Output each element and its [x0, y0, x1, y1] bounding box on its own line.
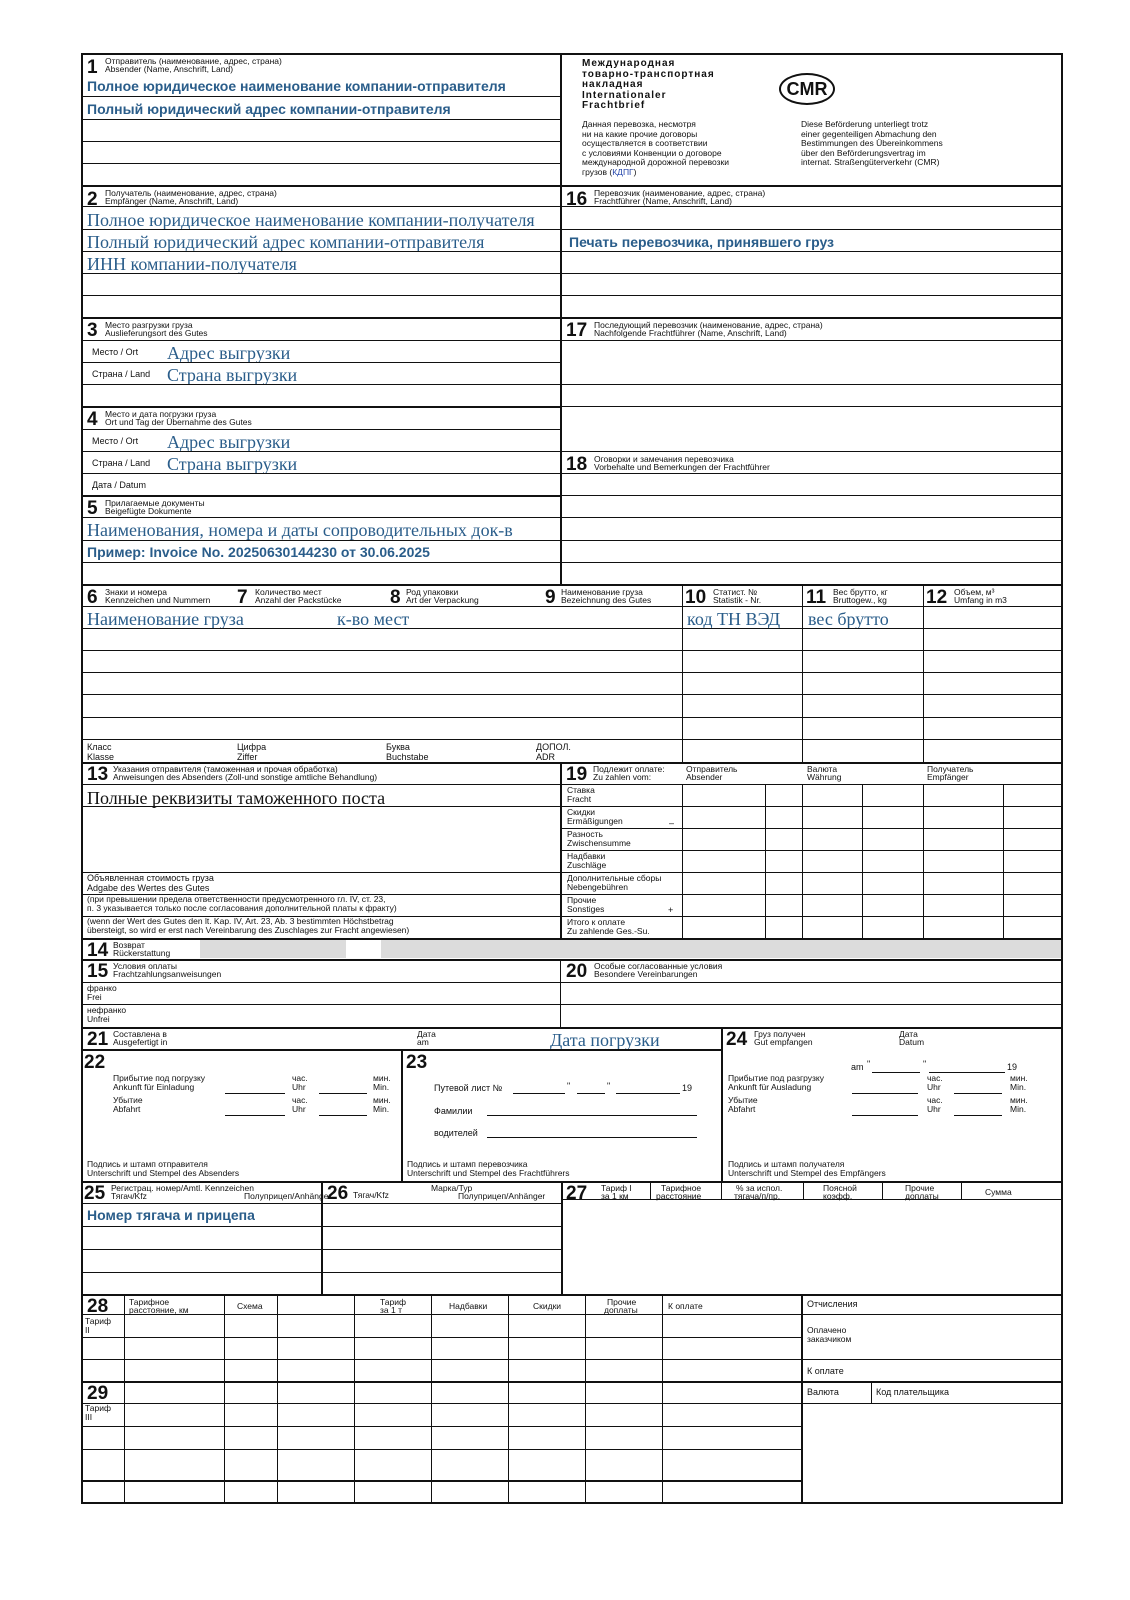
liability-note-ru: (при превышении предела ответственности предусмотренного гл. IV, ст. 23, п. 3 указывается только после согласования дополнительной платы к фракту)	[87, 894, 397, 913]
divider	[801, 1314, 1063, 1315]
header-text-ru: Данная перевозка, несмотря ни на какие прочие договоры осуществляется в соответствии с условиями Конвенции о договоре международной дорожной перевозки грузов (КДПГ)	[582, 119, 730, 177]
unload-place-label: Место / Ort	[92, 347, 139, 357]
box-19-label-ru: Подлежит оплате:	[593, 764, 665, 774]
box-21-date-ru: Дата	[417, 1029, 436, 1039]
consignee-name-field[interactable]: Полное юридическое наименование компании-получателя	[87, 210, 535, 230]
divider	[81, 1004, 1063, 1005]
divider	[81, 473, 560, 474]
divider	[585, 1294, 586, 1504]
divider	[560, 384, 1063, 385]
box-13-label-ru: Указания отправителя (таможенная и прочая обработка)	[113, 764, 338, 774]
box-4-label-ru: Место и дата погрузки груза	[105, 409, 217, 419]
tariff-ii-label: Тариф II	[85, 1316, 112, 1335]
divider	[560, 784, 1063, 785]
col-pack-ru: Род упаковки	[406, 587, 459, 597]
divider	[561, 1199, 1063, 1200]
divider	[81, 562, 1063, 563]
col-volume-de: Umfang in m3	[954, 595, 1007, 605]
box-1-label-ru: Отправитель (наименование, адрес, страна)	[105, 56, 282, 66]
divider	[721, 1027, 723, 1181]
box-25-number: 25	[84, 1183, 106, 1204]
box-22-number: 22	[84, 1052, 106, 1073]
goods-weight-field[interactable]: вес брутто	[808, 609, 889, 629]
box-20-number: 20	[566, 961, 588, 982]
divider	[81, 406, 560, 408]
adr-class-label: Класс Klasse	[87, 742, 115, 762]
load-arrival-hours[interactable]	[225, 1093, 285, 1094]
divider	[224, 1294, 225, 1504]
waybill-number-line[interactable]	[513, 1093, 565, 1094]
box-27-col-1-de: за 1 км	[601, 1191, 629, 1201]
box-17-number: 17	[566, 320, 588, 341]
box-24-year: 19	[1007, 1062, 1018, 1072]
box-26-brand: Марка/Тур	[431, 1183, 473, 1193]
divider	[81, 185, 1063, 187]
box-15-label-de: Frachtzahlungsanweisungen	[113, 969, 222, 979]
divider	[81, 141, 560, 142]
divider	[81, 251, 1063, 252]
box-21-date-de: am	[417, 1037, 429, 1047]
divider	[560, 850, 1063, 851]
payer-consignee-ru: Получатель	[927, 764, 974, 774]
consignee-address-field[interactable]: Полный юридический адрес компании-отправителя	[87, 232, 485, 252]
col-pack-de: Art der Verpackung	[406, 595, 479, 605]
box-24-label-ru: Груз получен	[754, 1029, 806, 1039]
other-label: Прочие Sonstiges	[567, 895, 605, 914]
divider	[81, 362, 560, 363]
divider	[81, 584, 1063, 586]
payer-consignee-de: Empfänger	[927, 772, 969, 782]
box-19-label-de: Zu zahlen vom:	[593, 772, 652, 782]
divider	[81, 1449, 801, 1450]
box-1-number: 1	[87, 57, 98, 78]
box-24-number: 24	[726, 1029, 748, 1050]
box-3-label-ru: Место разгрузки груза	[105, 320, 193, 330]
customs-field[interactable]: Полные реквизиты таможенного поста	[87, 788, 386, 808]
divider	[81, 495, 560, 497]
divider	[721, 1181, 722, 1199]
goods-name-field[interactable]: Наименование груза	[87, 609, 244, 629]
receipt-day-line[interactable]	[872, 1072, 920, 1073]
divider	[801, 1359, 1063, 1360]
divider	[81, 1226, 561, 1227]
box-16-number: 16	[566, 189, 588, 210]
box-2-label-ru: Получатель (наименование, адрес, страна)	[105, 188, 277, 198]
unpaid-label: нефранко Unfrei	[87, 1005, 127, 1024]
box-27-col-4-de: коэфф.	[823, 1191, 853, 1201]
box-27-col-2-de: расстояние	[656, 1191, 702, 1201]
divider	[81, 1337, 801, 1338]
divider	[81, 1249, 561, 1250]
unload-departure-hours-label: час. Uhr	[927, 1095, 943, 1114]
unload-arrival-hours-label: час. Uhr	[927, 1073, 943, 1092]
divider	[81, 1294, 1063, 1296]
box-19-number: 19	[566, 764, 588, 785]
divider	[81, 1403, 801, 1404]
box-5-label-de: Beigefügte Dokumente	[105, 506, 192, 516]
col-qty-de: Anzahl der Packstücke	[255, 595, 342, 605]
goods-code-field[interactable]: код ТН ВЭД	[687, 609, 781, 629]
box-21-label-de: Ausgefertigt in	[113, 1037, 168, 1047]
divider	[81, 806, 560, 807]
box-25-trailer: Полуприцеп/Anhänger	[244, 1191, 332, 1201]
unload-departure-hours[interactable]	[852, 1115, 918, 1116]
divider	[81, 119, 560, 120]
box-18-number: 18	[566, 454, 588, 475]
load-country-label: Страна / Land	[92, 458, 151, 468]
divider	[560, 806, 1063, 807]
box-26-label: Тягач/Kfz	[353, 1190, 389, 1200]
box-27-number: 27	[566, 1183, 588, 1204]
divider	[81, 1480, 801, 1482]
box-28-col-6-ru: Прочие	[607, 1297, 637, 1307]
currency-de: Währung	[807, 772, 842, 782]
load-departure-minutes[interactable]	[319, 1115, 367, 1116]
doc-title: Международная товарно-транспортная накладная Internationaler Frachtbrief	[582, 58, 715, 111]
box-27-col-1-ru: Тариф I	[601, 1183, 632, 1193]
box-18-label-ru: Оговорки и замечания перевозчика	[594, 454, 734, 464]
unload-arrival-label: Прибытие под разгрузку Ankunft für Ausladung	[728, 1073, 824, 1092]
box-9-number: 9	[545, 587, 556, 608]
divider	[431, 1294, 432, 1504]
divider	[560, 495, 1063, 496]
divider	[961, 1181, 962, 1199]
divider	[81, 694, 1063, 695]
cmr-logo: CMR	[779, 73, 835, 105]
subtotal-label: Разность Zwischensumme	[567, 829, 631, 848]
deductions-label: Отчисления	[807, 1299, 858, 1309]
box-27-col-3-ru: % за испол.	[736, 1183, 783, 1193]
box-3-number: 3	[87, 320, 98, 341]
load-country-field[interactable]: Страна выгрузки	[167, 454, 298, 474]
quote-mark: "	[867, 1059, 871, 1069]
carrier-signature-label: Подпись и штамп перевозчика Unterschrift und Stempel des Frachtführers	[407, 1159, 570, 1178]
load-departure-label: Убытие Abfahrt	[113, 1095, 143, 1114]
box-25-label-ru: Регистрац. номер/Amtl. Kennzeichen	[111, 1183, 255, 1193]
load-date-field[interactable]: Дата погрузки	[550, 1030, 660, 1050]
refund-field-2[interactable]	[381, 940, 1061, 958]
box-26-number: 26	[327, 1183, 349, 1204]
col-stat-ru: Статист. №	[713, 587, 758, 597]
divider	[81, 163, 560, 164]
surnames-label: Фамилии	[434, 1106, 473, 1116]
carrier-stamp-field[interactable]: Печать перевозчика, принявшего груз	[569, 234, 835, 250]
waybill-year: 19	[682, 1083, 693, 1093]
box-8-number: 8	[390, 587, 401, 608]
drivers-line[interactable]	[487, 1137, 697, 1138]
col-volume-ru: Объем, м³	[954, 587, 995, 597]
divider	[81, 1359, 801, 1360]
divider	[801, 1294, 803, 1504]
documents-field[interactable]: Наименования, номера и даты сопроводительных док-в	[87, 520, 513, 540]
currency-ru: Валюта	[807, 764, 838, 774]
unload-departure-label: Убытие Abfahrt	[728, 1095, 758, 1114]
divider	[81, 273, 1063, 274]
waybill-day-line[interactable]	[577, 1093, 605, 1094]
divider	[560, 473, 1063, 474]
col-desc-de: Bezeichnung des Gutes	[561, 595, 652, 605]
documents-example-field[interactable]: Пример: Invoice No. 20250630144230 от 30.06.2025	[87, 544, 430, 560]
divider	[882, 1181, 883, 1199]
unload-departure-minutes[interactable]	[954, 1115, 1002, 1116]
divider	[81, 717, 1063, 718]
box-4-label-de: Ort und Tag der Übernahme des Gutes	[105, 417, 252, 427]
load-departure-minutes-label: мин. Min.	[373, 1095, 391, 1114]
other-sign: +	[668, 905, 674, 915]
box-20-label-ru: Особые согласованные условия	[594, 961, 723, 971]
box-27-col-5-ru: Прочие	[905, 1183, 935, 1193]
quote-mark: "	[567, 1081, 571, 1091]
box-25-label-de: Тягач/Kfz	[111, 1191, 147, 1201]
divider	[81, 650, 1063, 651]
divider	[923, 584, 924, 762]
load-arrival-minutes-label: мин. Min.	[373, 1073, 391, 1092]
box-18-label-de: Vorbehalte und Bemerkungen der Frachtführer	[594, 462, 770, 472]
divider	[81, 429, 560, 430]
payer-sender-de: Absender	[686, 772, 723, 782]
box-2-number: 2	[87, 189, 98, 210]
divider	[81, 628, 1063, 629]
divider	[401, 1049, 403, 1181]
extra-fees-label: Дополнительные сборы Nebengebühren	[567, 873, 662, 892]
col-marks-ru: Знаки и номера	[105, 587, 167, 597]
payer-code-label: Код плательщика	[876, 1387, 949, 1397]
box-3-label-de: Auslieferungsort des Gutes	[105, 328, 208, 338]
box-14-label-de: Rückerstattung	[113, 948, 171, 958]
divider	[803, 1181, 804, 1199]
box-27-col-4-ru: Поясной	[823, 1183, 857, 1193]
box-28-col-1-de: расстояние, км	[129, 1305, 189, 1315]
box-7-number: 7	[237, 587, 248, 608]
box-28-col-3-de: за 1 т	[380, 1305, 402, 1315]
divider	[682, 584, 683, 762]
load-place-label: Место / Ort	[92, 436, 139, 446]
unload-arrival-hours[interactable]	[852, 1093, 918, 1094]
box-17-label-de: Nachfolgende Frachtführer (Name, Anschrift, Land)	[594, 328, 787, 338]
divider	[81, 229, 1063, 230]
box-28-col-2: Схема	[237, 1301, 263, 1311]
box-14-number: 14	[87, 940, 109, 961]
box-28-col-5: Скидки	[533, 1301, 562, 1311]
box-5-label-ru: Прилагаемые документы	[105, 498, 205, 508]
unload-country-field[interactable]: Страна выгрузки	[167, 365, 298, 385]
box-13-number: 13	[87, 764, 109, 785]
goods-qty-field[interactable]: к-во мест	[337, 609, 410, 629]
load-departure-hours[interactable]	[225, 1115, 285, 1116]
divider	[81, 672, 1063, 673]
divider	[560, 406, 1063, 407]
divider	[81, 96, 560, 97]
box-14-label-ru: Возврат	[113, 940, 145, 950]
box-28-col-4: Надбавки	[449, 1301, 488, 1311]
divider	[1003, 784, 1004, 938]
col-weight-ru: Вес брутто, кг	[833, 587, 888, 597]
discount-label: Скидки Ermäßigungen	[567, 807, 623, 826]
adr-extra-label: ДОПОЛ. ADR	[536, 742, 571, 762]
box-10-number: 10	[685, 587, 707, 608]
divider	[81, 982, 1063, 983]
box-28-col-7: К оплате	[668, 1301, 703, 1311]
divider	[81, 1272, 561, 1273]
divider	[81, 517, 1063, 518]
sender-address-field[interactable]: Полный юридический адрес компании-отправителя	[87, 101, 451, 117]
box-28-col-1-ru: Тарифное	[129, 1297, 170, 1307]
box-26-trailer: Полуприцеп/Anhänger	[458, 1191, 546, 1201]
surcharge-label: Надбавки Zuschläge	[567, 851, 607, 870]
divider	[81, 784, 560, 785]
divider	[81, 1426, 801, 1427]
quote-mark: "	[607, 1081, 611, 1091]
divider	[801, 1403, 1063, 1404]
box-21-label-ru: Составлена в	[113, 1029, 167, 1039]
box-16-label-ru: Перевозчик (наименование, адрес, страна)	[594, 188, 766, 198]
box-27-col-2-ru: Тарифное	[661, 1183, 702, 1193]
box-5-number: 5	[87, 498, 98, 519]
unload-country-label: Страна / Land	[92, 369, 151, 379]
box-24-label-de: Gut empfangen	[754, 1037, 813, 1047]
rate-label: Ставка Fracht	[567, 785, 595, 804]
load-arrival-minutes[interactable]	[319, 1093, 367, 1094]
divider	[662, 1294, 663, 1504]
waybill-label: Путевой лист №	[434, 1083, 503, 1093]
divider	[81, 317, 1063, 319]
consignee-signature-label: Подпись и штамп получателя Unterschrift und Stempel des Empfängers	[728, 1159, 886, 1178]
box-12-number: 12	[926, 587, 948, 608]
divider	[508, 1294, 509, 1504]
box-27-col-6: Сумма	[985, 1187, 1012, 1197]
box-24-date-de: Datum	[899, 1037, 925, 1047]
divider	[81, 384, 560, 385]
load-departure-hours-label: час. Uhr	[292, 1095, 308, 1114]
divider	[560, 916, 1063, 917]
divider	[81, 606, 1063, 607]
divider	[765, 784, 766, 938]
box-24-date-ru: Дата	[899, 1029, 918, 1039]
box-27-col-5-de: доплаты	[905, 1191, 939, 1201]
total-label: Итого к оплате Zu zahlende Ges.-Su.	[567, 917, 650, 936]
drivers-label: водителей	[434, 1128, 478, 1138]
divider	[923, 784, 924, 938]
discount-sign: –	[669, 818, 675, 828]
box-29-number: 29	[87, 1383, 109, 1404]
payer-sender-ru: Отправитель	[686, 764, 738, 774]
cmr-form	[81, 53, 1063, 1504]
divider	[124, 1294, 125, 1504]
liability-note-de: (wenn der Wert des Gutes den lt. Kap. IV, Art. 23, Ab. 3 bestimmten Höchstbetrag übersteigt, so wird er erst nach Vereinbarung des Zuschlages zur Fracht angewiesen)	[87, 916, 410, 935]
divider	[81, 739, 1063, 740]
divider	[81, 1203, 561, 1204]
box-2-label-de: Empfänger (Name, Anschrift, Land)	[105, 196, 239, 206]
box-15-label-ru: Условия оплаты	[113, 961, 177, 971]
divider	[277, 1294, 278, 1504]
surnames-line[interactable]	[487, 1115, 697, 1116]
sender-signature-label: Подпись и штамп отправителя Unterschrift und Stempel des Absenders	[87, 1159, 240, 1178]
box-13-label-de: Anweisungen des Absenders (Zoll-und sonstige amtliche Behandlung)	[113, 772, 378, 782]
adr-figure-label: Цифра Ziffer	[237, 742, 267, 762]
unload-departure-minutes-label: мин. Min.	[1010, 1095, 1028, 1114]
divider	[560, 828, 1063, 829]
divider	[81, 451, 1063, 452]
divider	[560, 894, 1063, 895]
load-date-label: Дата / Datum	[92, 480, 146, 490]
header-text-de: Diese Beförderung unterliegt trotz einer gegenteiligen Abmachung den Bestimmungen des Übereinkommens über den Beförderungsvertrag im internat. Straßengüterverkehr (CMR)	[801, 119, 943, 168]
col-desc-ru: Наименование груза	[561, 587, 643, 597]
box-23-number: 23	[406, 1052, 428, 1073]
waybill-month-line[interactable]	[616, 1093, 680, 1094]
box-6-number: 6	[87, 587, 98, 608]
divider	[81, 1381, 801, 1383]
divider	[802, 584, 803, 762]
unload-arrival-minutes[interactable]	[954, 1093, 1002, 1094]
col-weight-de: Bruttogew., kg	[833, 595, 887, 605]
consignee-inn-field[interactable]: ИНН компании-получателя	[87, 254, 297, 274]
divider	[801, 1381, 1063, 1383]
box-16-label-de: Frachtführer (Name, Anschrift, Land)	[594, 196, 732, 206]
divider	[802, 784, 803, 938]
box-15-number: 15	[87, 961, 109, 982]
prepaid-label: франко Frei	[87, 983, 117, 1002]
box-20-label-de: Besondere Vereinbarungen	[594, 969, 698, 979]
quote-mark: "	[923, 1059, 927, 1069]
unload-arrival-minutes-label: мин. Min.	[1010, 1073, 1028, 1092]
box-4-number: 4	[87, 409, 98, 430]
load-arrival-hours-label: час. Uhr	[292, 1073, 308, 1092]
divider	[682, 784, 683, 938]
paid-by-customer-label: Оплачено заказчиком	[807, 1325, 852, 1344]
col-stat-de: Statistik - Nr.	[713, 595, 762, 605]
box-28-col-3-ru: Тариф	[380, 1297, 407, 1307]
currency-label: Валюта	[807, 1387, 839, 1397]
amount-due-label: К оплате	[807, 1366, 844, 1376]
adr-letter-label: Буква Buchstabe	[386, 742, 429, 762]
col-qty-ru: Количество мест	[255, 587, 322, 597]
box-28-number: 28	[87, 1296, 109, 1317]
refund-field[interactable]	[200, 940, 346, 958]
divider	[561, 1181, 563, 1294]
col-marks-de: Kennzeichen und Nummern	[105, 595, 211, 605]
divider	[81, 1314, 801, 1315]
box-11-number: 11	[806, 587, 827, 608]
sender-name-field[interactable]: Полное юридическое наименование компании-отправителя	[87, 78, 506, 94]
declared-value-label: Объявленная стоимость груза Adgabe des Wertes des Gutes	[87, 873, 214, 893]
divider	[862, 784, 863, 938]
divider	[560, 959, 561, 1027]
box-24-am: am	[851, 1062, 864, 1072]
divider	[81, 295, 1063, 296]
box-1-label-de: Absender (Name, Anschrift, Land)	[105, 64, 234, 74]
box-21-number: 21	[87, 1029, 109, 1050]
unload-place-field[interactable]: Адрес выгрузки	[167, 343, 291, 363]
vehicle-number-field[interactable]: Номер тягача и прицепа	[87, 1207, 255, 1223]
divider	[81, 540, 1063, 541]
load-place-field[interactable]: Адрес выгрузки	[167, 432, 291, 452]
box-27-col-3-de: тягача/п/пр.	[734, 1191, 781, 1201]
divider	[354, 1294, 355, 1504]
tariff-iii-label: Тариф III	[85, 1403, 112, 1422]
divider	[650, 1181, 651, 1199]
load-arrival-label: Прибытие под погрузку Ankunft für Einladung	[113, 1073, 206, 1092]
box-28-col-6-de: доплаты	[604, 1305, 638, 1315]
divider	[871, 1381, 872, 1403]
box-17-label-ru: Последующий перевозчик (наименование, адрес, страна)	[594, 320, 823, 330]
